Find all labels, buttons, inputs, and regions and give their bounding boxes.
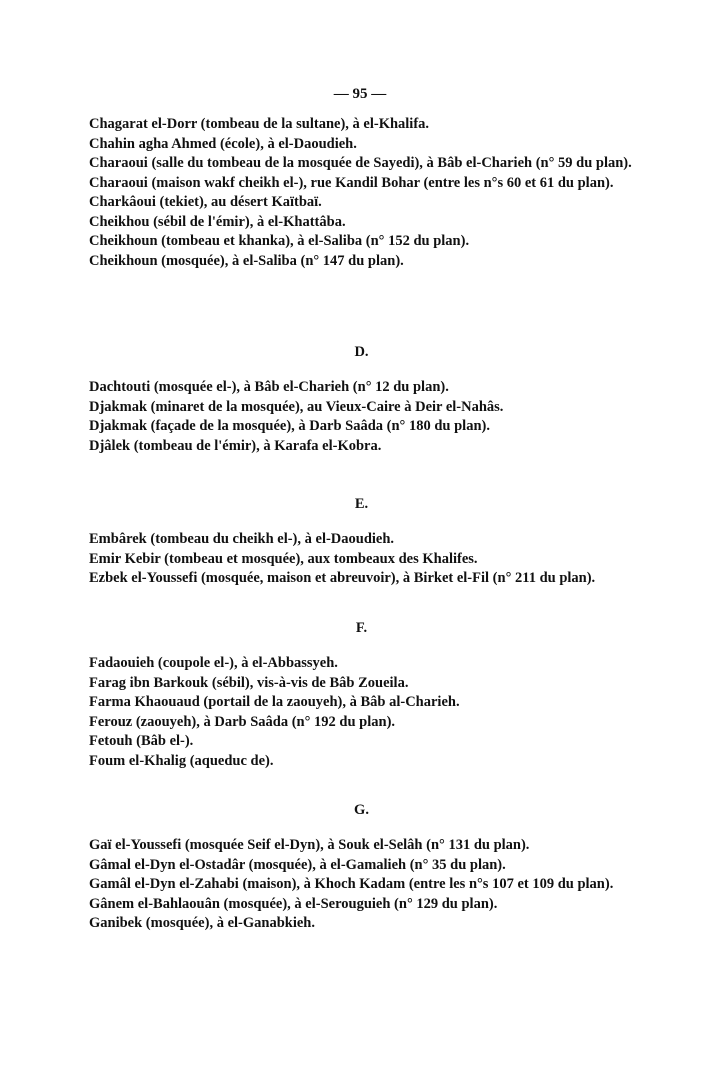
index-entry: Cheikhoun (tombeau et khanka), à el-Saliba (n° 152 du plan). — [89, 233, 470, 249]
index-entry: Dachtouti (mosquée el-), à Bâb el-Charieh (n° 12 du plan). — [89, 379, 449, 395]
section-e — [89, 496, 634, 589]
index-entry: Farag ibn Barkouk (sébil), vis-à-vis de Bâb Zoueila. — [89, 674, 409, 691]
index-entry: Gâmal el-Dyn el-Ostadâr (mosquée), à el-Gamalieh (n° 35 du plan). — [89, 856, 506, 873]
index-entry: Fetouh (Bâb el-). — [89, 733, 194, 749]
index-entry: Farma Khaouaud (portail de la zaouyeh), à Bâb al-Charieh. — [89, 694, 460, 710]
index-entry: Ganibek (mosquée), à el-Ganabkieh. — [89, 915, 315, 931]
index-entry: Djakmak (minaret de la mosquée), au Vieux-Caire à Deir el-Nahâs. — [89, 398, 504, 415]
page-number: — 95 — — [333, 86, 387, 102]
index-entry: Embârek (tombeau du cheikh el-), à el-Daoudieh. — [89, 531, 395, 547]
index-entry: Ferouz (zaouyeh), à Darb Saâda (n° 192 du plan). — [89, 713, 396, 730]
section-c — [89, 115, 634, 271]
index-entry: Fadaouieh (coupole el-), à el-Abbassyeh. — [89, 655, 338, 671]
section-heading: E. — [354, 496, 369, 512]
index-entry: Charaoui (maison wakf cheikh el-), rue Kandil Bohar (entre les n°s 60 et 61 du plan). — [89, 174, 614, 191]
index-entry: Cheikhoun (mosquée), à el-Saliba (n° 147 du plan). — [89, 252, 404, 269]
section-f — [89, 620, 634, 771]
index-entry: Djakmak (façade de la mosquée), à Darb Saâda (n° 180 du plan). — [89, 418, 490, 434]
index-entry: Djâlek (tombeau de l'émir), à Karafa el-Kobra. — [89, 437, 382, 454]
index-entry: Foum el-Khalig (aqueduc de). — [89, 752, 274, 769]
index-entry: Cheikhou (sébil de l'émir), à el-Khattâba. — [89, 213, 346, 230]
section-g — [89, 802, 634, 934]
index-entry: Gânem el-Bahlaouân (mosquée), à el-Serouguieh (n° 129 du plan). — [89, 895, 498, 912]
section-heading: D. — [354, 344, 369, 360]
section-heading: G. — [354, 802, 369, 818]
index-entry: Charaoui (salle du tombeau de la mosquée de Sayedi), à Bâb el-Charieh (n° 59 du plan). — [89, 155, 632, 171]
index-entry: Charkâoui (tekiet), au désert Kaïtbaï. — [89, 194, 322, 210]
index-entry: Gamâl el-Dyn el-Zahabi (maison), à Khoch Kadam (entre les n°s 107 et 109 du plan). — [89, 876, 614, 892]
index-entry: Ezbek el-Youssefi (mosquée, maison et abreuvoir), à Birket el-Fil (n° 211 du plan). — [89, 570, 596, 586]
section-heading: F. — [355, 620, 368, 636]
index-entry: Chahin agha Ahmed (école), à el-Daoudieh. — [89, 135, 357, 152]
index-entry: Gaï el-Youssefi (mosquée Seif el-Dyn), à Souk el-Selâh (n° 131 du plan). — [89, 837, 530, 853]
section-d — [89, 344, 634, 456]
index-entry: Chagarat el-Dorr (tombeau de la sultane), à el-Khalifa. — [89, 116, 430, 132]
index-entry: Emir Kebir (tombeau et mosquée), aux tombeaux des Khalifes. — [89, 550, 478, 567]
